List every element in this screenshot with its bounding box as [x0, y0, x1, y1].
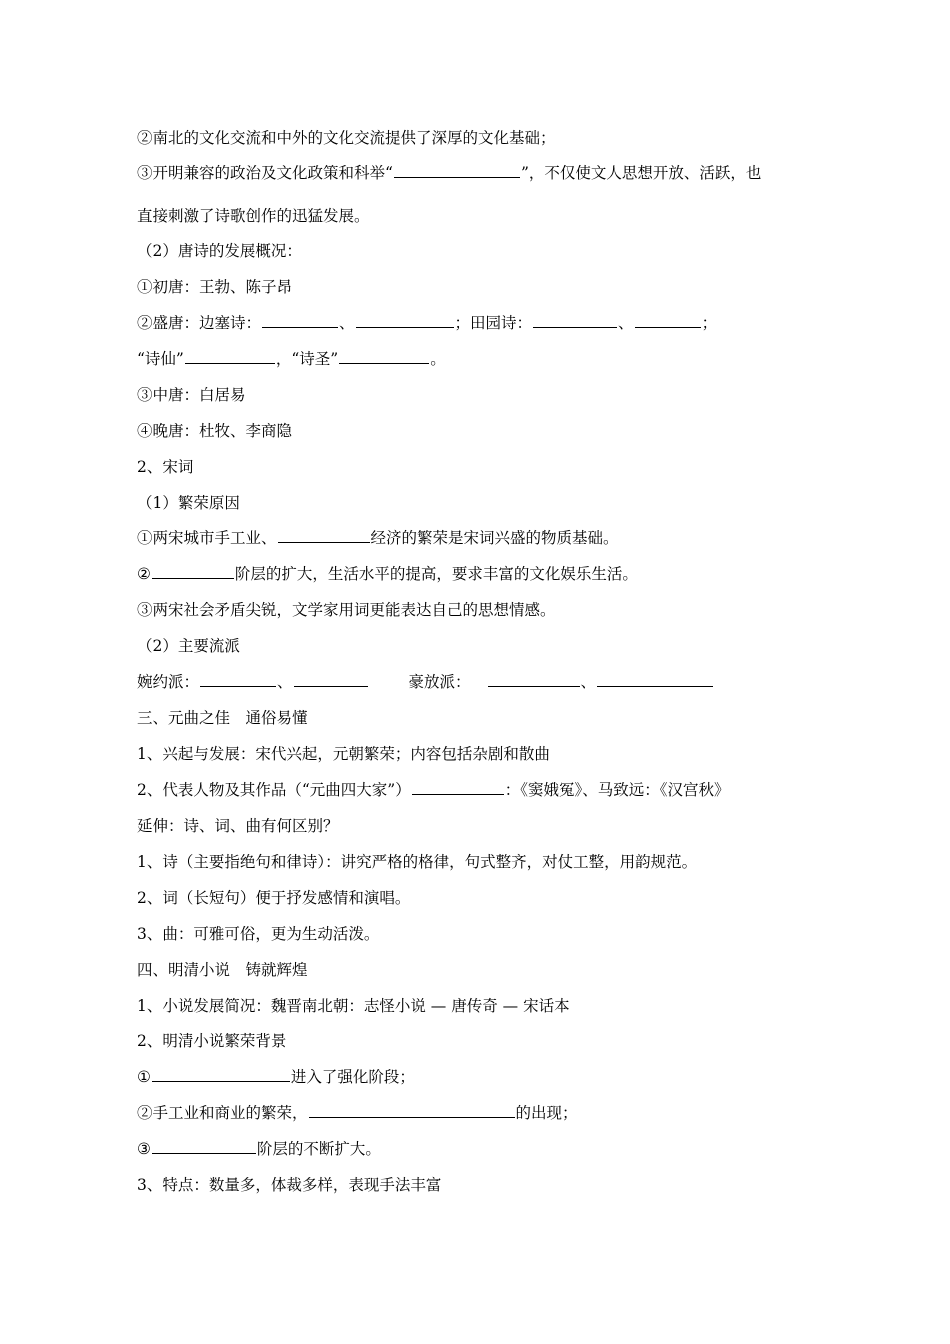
text-line: 婉约派： 、 豪放派： 、	[137, 671, 890, 693]
fill-blank[interactable]	[597, 671, 713, 687]
text-line: 1、兴起与发展：宋代兴起，元朝繁荣；内容包括杂剧和散曲	[137, 745, 550, 763]
text-line: ③开明兼容的政治及文化政策和科举“ ”，不仅使文人思想开放、活跃，也	[137, 164, 762, 182]
section-heading: （2）唐诗的发展概况：	[137, 242, 302, 260]
fill-blank[interactable]	[339, 348, 429, 364]
section-heading: 四、明清小说 铸就辉煌	[137, 961, 308, 979]
text-line: ②手工业和商业的繁荣， 的出现；	[137, 1104, 578, 1122]
section-heading: （1）繁荣原因	[137, 494, 240, 512]
text-line: ③两宋社会矛盾尖锐，文学家用词更能表达自己的思想情感。	[137, 601, 556, 619]
text-line: 3、曲：可雅可俗，更为生动活泼。	[137, 925, 380, 943]
text-line: ②南北的文化交流和中外的文化交流提供了深厚的文化基础；	[137, 129, 556, 147]
text-line: 1、小说发展简况：魏晋南北朝：志怪小说 — 唐传奇 — 宋话本	[137, 997, 570, 1015]
fill-blank[interactable]	[533, 312, 617, 328]
fill-blank[interactable]	[152, 1138, 256, 1154]
text-line: ② 阶层的扩大，生活水平的提高，要求丰富的文化娱乐生活。	[137, 565, 638, 583]
fill-blank[interactable]	[152, 563, 234, 579]
section-heading: 三、元曲之佳 通俗易懂	[137, 709, 308, 727]
text-line: 3、特点：数量多，体裁多样，表现手法丰富	[137, 1176, 442, 1194]
text-line: 2、代表人物及其作品（“元曲四大家”） ：《窦娥冤》、马致远：《汉宫秋》	[137, 781, 730, 799]
fill-blank[interactable]	[412, 779, 504, 795]
text-line: 2、明清小说繁荣背景	[137, 1032, 287, 1050]
text-line: ① 进入了强化阶段；	[137, 1068, 415, 1086]
text-line: 直接刺激了诗歌创作的迅猛发展。	[137, 207, 370, 225]
fill-blank[interactable]	[294, 671, 368, 687]
text-line: ③ 阶层的不断扩大。	[137, 1140, 381, 1158]
fill-blank[interactable]	[200, 671, 276, 687]
fill-blank[interactable]	[309, 1102, 515, 1118]
section-heading: （2）主要流派	[137, 637, 240, 655]
text-line: “诗仙” ，“诗圣” 。	[137, 350, 446, 368]
text-line: 2、词（长短句）便于抒发感情和演唱。	[137, 889, 411, 907]
fill-blank[interactable]	[185, 348, 275, 364]
fill-blank[interactable]	[394, 162, 520, 178]
fill-blank[interactable]	[635, 312, 701, 328]
fill-blank[interactable]	[356, 312, 454, 328]
text-line: ①两宋城市手工业、 经济的繁荣是宋词兴盛的物质基础。	[137, 529, 619, 547]
fill-blank[interactable]	[262, 312, 338, 328]
text-line: 1、诗（主要指绝句和律诗）：讲究严格的格律，句式整齐，对仗工整，用韵规范。	[137, 853, 698, 871]
text-line: ①初唐：王勃、陈子昂	[137, 278, 293, 296]
text-line: ②盛唐：边塞诗： 、 ；田园诗： 、 ；	[137, 314, 718, 332]
text-line: 延伸：诗、词、曲有何区别？	[137, 817, 339, 835]
text-line: ③中唐：白居易	[137, 386, 246, 404]
section-heading: 2、宋词	[137, 458, 194, 476]
text-line: ④晚唐：杜牧、李商隐	[137, 422, 293, 440]
fill-blank[interactable]	[152, 1066, 290, 1082]
fill-blank[interactable]	[488, 671, 580, 687]
fill-blank[interactable]	[278, 527, 370, 543]
